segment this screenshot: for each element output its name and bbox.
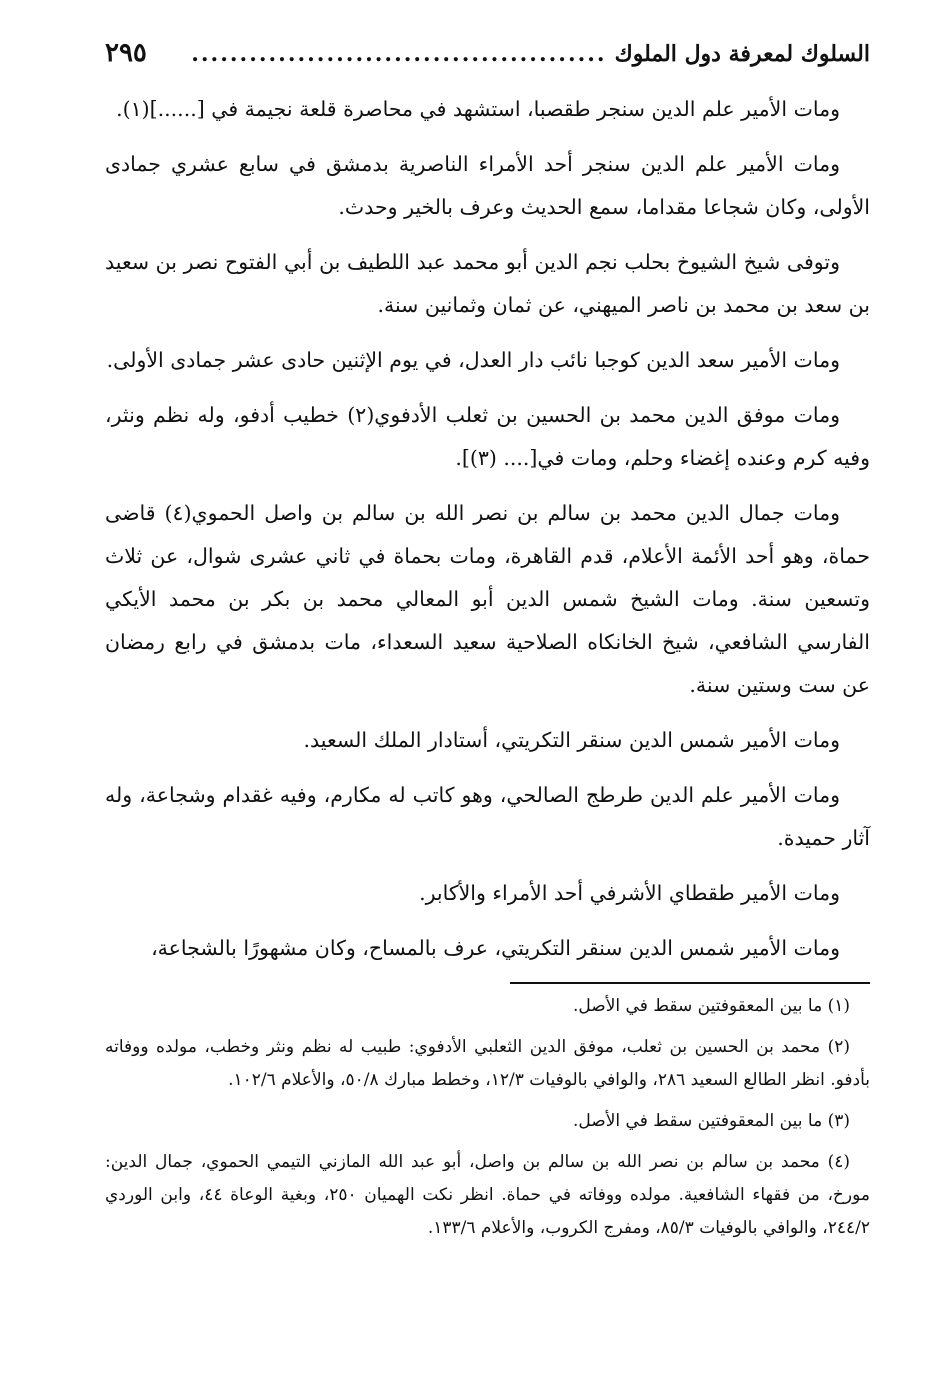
footnote-separator [510, 982, 870, 984]
paragraph: ومات الأمير شمس الدين سنقر التكريتي، أستادار الملك السعيد. [303, 728, 840, 752]
body-text [105, 88, 870, 970]
paragraph: ومات الأمير علم الدين سنجر أحد الأمراء الناصرية بدمشق في سابع عشري جمادى الأولى، وكان شجاعا مقداما، سمع الحديث وعرف بالخير وحدث. [105, 152, 870, 219]
paragraph: ومات الأمير علم الدين طرطج الصالحي، وهو كاتب له مكارم، وفيه غقدام وشجاعة، وله آثار حميدة. [105, 783, 870, 850]
footnotes [105, 990, 870, 1245]
paragraph: ومات الأمير علم الدين سنجر طقصبا، استشهد في محاصرة قلعة نجيمة في [......](١). [116, 97, 840, 121]
paragraph: ومات الأمير طقطاي الأشرفي أحد الأمراء والأكابر. [419, 881, 840, 905]
footnote: (٤) محمد بن سالم بن نصر الله بن سالم بن واصل، أبو عبد الله المازني التيمي الحموي، جمال الدين: مورخ، من فقهاء الشافعية. مولده ووفاته في حماة. انظر نكت الهميان ٢٥٠، وبغية الوعاة ٤٤، وابن الوردي ٢٤٤/٢، والوافي بالوفيات ٨٥/٣، ومفرج الكروب، والأعلام ١٣٣/٦. [105, 1152, 871, 1238]
page-number: ٢٩٥ [105, 38, 147, 68]
paragraph: ومات الأمير سعد الدين كوجبا نائب دار العدل، في يوم الإثنين حادى عشر جمادى الأولى. [106, 348, 840, 372]
paragraph: ومات موفق الدين محمد بن الحسين بن ثعلب الأدفوي(٢) خطيب أدفو، وله نظم ونثر، وفيه كرم وعنده إغضاء وحلم، ومات في[.... (٣)]. [105, 403, 870, 470]
running-header [105, 38, 870, 88]
paragraph: ومات جمال الدين محمد بن سالم بن نصر الله بن سالم بن واصل الحموي(٤) قاضى حماة، وهو أحد الأئمة الأعلام، قدم القاهرة، ومات بحماة في ثاني عشرى شوال، عن ثلاث وتسعين سنة. ومات الشيخ شمس الدين أبو المعالي محمد بن بكر بن محمد الأيكي الفارسي الشافعي، شيخ الخانكاه الصلاحية سعيد السعداء، مات بدمشق في رابع رمضان عن ست وستين سنة. [105, 501, 870, 697]
dot-leader: ........................................... [191, 41, 607, 67]
footnote: (٢) محمد بن الحسين بن ثعلب، موفق الدين الثعلبي الأدفوي: طبيب له نظم ونثر وخطب، مولده ووفاته بأدفو. انظر الطالع السعيد ٢٨٦، والوافي بالوفيات ١٢/٣، وخطط مبارك ٥٠/٨، والأعلام ١٠٢/٦. [105, 1037, 870, 1090]
footnote: (١) ما بين المعقوفتين سقط في الأصل. [573, 996, 850, 1016]
running-title: السلوك لمعرفة دول الملوك [614, 41, 870, 67]
paragraph: وتوفى شيخ الشيوخ بحلب نجم الدين أبو محمد عبد اللطيف بن أبي الفتوح نصر بن سعيد بن سعد بن محمد بن ناصر الميهني، عن ثمان وثمانين سنة. [105, 250, 870, 317]
footnote: (٣) ما بين المعقوفتين سقط في الأصل. [573, 1111, 850, 1131]
paragraph: ومات الأمير شمس الدين سنقر التكريتي، عرف بالمساح، وكان مشهورًا بالشجاعة، [151, 936, 840, 960]
